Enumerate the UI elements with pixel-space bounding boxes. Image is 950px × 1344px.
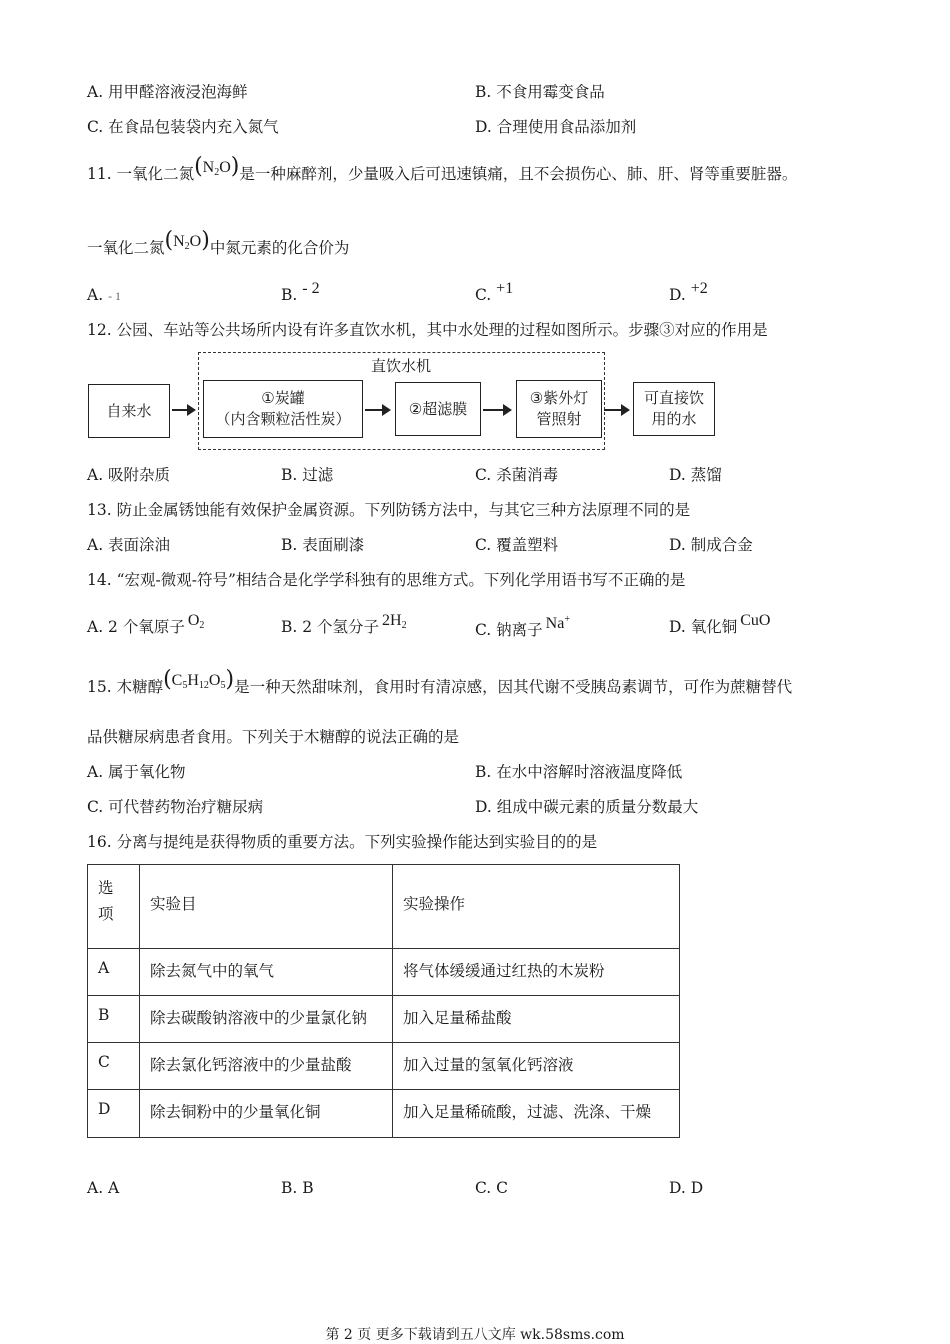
q14-option-c-formula	[546, 615, 570, 632]
step3-label-2: 管照射	[536, 410, 582, 428]
q16-stem: 16. 分离与提纯是获得物质的重要方法。下列实验操作能达到实验目的的是	[87, 833, 598, 851]
header-purpose: 实验目	[140, 865, 393, 949]
header-option-text: 选项	[98, 879, 114, 923]
q11-option-c-value: +1	[496, 280, 514, 297]
q11-option-a-label: A.	[87, 286, 104, 304]
q11-option-c-label: C.	[475, 286, 492, 304]
q11-option-d-value: +2	[690, 280, 708, 297]
q12-option-a[interactable]: A. 吸附杂质	[87, 466, 171, 484]
row-c-option: C	[88, 1043, 140, 1090]
diagram-title: 直饮水机	[370, 357, 431, 375]
q10-option-b[interactable]: B. 不食用霉变食品	[475, 83, 605, 101]
output-label-2: 用的水	[651, 410, 697, 428]
q16-option-a[interactable]: A. A	[87, 1179, 120, 1197]
table-row	[88, 949, 680, 996]
step2-label: ②超滤膜	[408, 399, 468, 418]
row-b-option: B	[88, 996, 140, 1043]
row-d-purpose: 除去铜粉中的少量氧化铜	[140, 1090, 393, 1138]
output-label-1: 可直接饮	[643, 389, 704, 407]
q13-option-a[interactable]: A. 表面涂油	[87, 536, 171, 554]
q13-option-c[interactable]: C. 覆盖塑料	[475, 536, 559, 554]
q14-option-a-formula	[188, 612, 205, 629]
q11-option-b-value: - 2	[302, 280, 320, 297]
q15-stem-line2: 品供糖尿病患者食用。下列关于木糖醇的说法正确的是	[87, 728, 460, 746]
q14-option-d-label: D. 氧化铜	[669, 618, 738, 636]
water-process-diagram	[86, 352, 726, 452]
q16-option-d[interactable]: D. D	[669, 1179, 704, 1197]
q16-option-b[interactable]: B. B	[281, 1179, 314, 1197]
q14-option-b-formula	[382, 612, 407, 629]
q14-option-a[interactable]	[87, 612, 205, 643]
q14-a-sub: 2	[199, 620, 205, 631]
table-row	[88, 1043, 680, 1090]
header-option	[88, 865, 140, 949]
q11-formula-2: $(N_2O)$	[164, 228, 210, 253]
q11-suffix: 是一种麻醉剂，少量吸入后可迅速镇痛，且不会损伤心、肺、肝、肾等重要脏器。	[239, 165, 798, 183]
table-header-row	[88, 865, 680, 949]
q11-option-a[interactable]	[87, 285, 121, 306]
source-box	[88, 384, 170, 438]
row-d-operation: 加入足量稀硫酸，过滤、洗涤、干燥	[393, 1090, 680, 1138]
step1-note: （内含颗粒活性炭）	[215, 410, 351, 428]
table-row	[88, 1090, 680, 1138]
q15-option-b[interactable]: B. 在水中溶解时溶液温度降低	[475, 763, 683, 781]
q14-option-a-label: A. 2 个氧原子	[87, 618, 185, 636]
q11-prefix2: 一氧化二氮	[87, 239, 165, 257]
q14-option-b[interactable]	[281, 612, 407, 643]
q14-option-d[interactable]	[669, 612, 771, 638]
q14-option-c-label: C. 钠离子	[475, 621, 543, 639]
q12-option-c[interactable]: C. 杀菌消毒	[475, 466, 559, 484]
arrow-2	[365, 409, 389, 411]
step1-box	[203, 380, 363, 438]
q11-formula: $(N_2O)$	[194, 154, 240, 179]
q14-c-charge: +	[564, 614, 570, 625]
row-c-operation: 加入过量的氢氧化钙溶液	[393, 1043, 680, 1090]
q14-option-c[interactable]	[475, 614, 570, 641]
step2-box	[395, 382, 481, 436]
q12-option-d[interactable]: D. 蒸馏	[669, 466, 722, 484]
row-b-operation: 加入足量稀盐酸	[393, 996, 680, 1043]
q13-stem: 13. 防止金属锈蚀能有效保护金属资源。下列防锈方法中，与其它三种方法原理不同的是	[87, 501, 691, 519]
q11-option-b-label: B.	[281, 286, 298, 304]
q10-option-c[interactable]: C. 在食品包装袋内充入氮气	[87, 118, 279, 136]
q11-suffix2: 中氮元素的化合价为	[209, 239, 350, 257]
step3-label-1: ③紫外灯	[529, 389, 589, 407]
q14-b-sub: 2	[401, 620, 407, 631]
row-a-purpose: 除去氮气中的氧气	[140, 949, 393, 996]
q11-stem-line2	[87, 228, 350, 264]
step3-box	[516, 380, 602, 438]
row-a-operation: 将气体缓缓通过红热的木炭粉	[393, 949, 680, 996]
row-a-option: A	[88, 949, 140, 996]
q11-stem-line1	[87, 154, 798, 190]
q12-option-b[interactable]: B. 过滤	[281, 466, 334, 484]
arrow-3	[483, 409, 510, 411]
page-footer: 第 2 页 更多下载请到五八文库 wk.58sms.com	[325, 1327, 625, 1343]
q15-option-d[interactable]: D. 组成中碳元素的质量分数最大	[475, 798, 699, 816]
row-d-option: D	[88, 1090, 140, 1138]
q13-option-b[interactable]: B. 表面刷漆	[281, 536, 365, 554]
row-b-purpose: 除去碳酸钠溶液中的少量氯化钠	[140, 996, 393, 1043]
q11-option-c[interactable]	[475, 280, 514, 306]
q10-option-a[interactable]: A. 用甲醛溶液浸泡海鲜	[87, 83, 248, 101]
arrow-1	[172, 409, 194, 411]
output-box	[633, 382, 715, 436]
q16-option-c[interactable]: C. C	[475, 1179, 509, 1197]
q15-stem-line1	[87, 667, 793, 703]
q14-option-b-label: B. 2 个氢分子	[281, 618, 380, 636]
q11-prefix: 11. 一氧化二氮	[87, 165, 195, 183]
q11-option-d-label: D.	[669, 286, 686, 304]
row-c-purpose: 除去氯化钙溶液中的少量盐酸	[140, 1043, 393, 1090]
q15-option-c[interactable]: C. 可代替药物治疗糖尿病	[87, 798, 264, 816]
q12-stem: 12. 公园、车站等公共场所内设有许多直饮水机，其中水处理的过程如图所示。步骤③对应的作用是	[87, 321, 768, 339]
header-operation: 实验操作	[393, 865, 680, 949]
q14-stem: 14. “宏观-微观-符号”相结合是化学学科独有的思维方式。下列化学用语书写不正确的是	[87, 571, 686, 589]
q14-b-symbol: 2H	[382, 612, 402, 629]
q15-formula: $(C_5H_{12}O_5)$	[163, 667, 235, 692]
step1-label: ①炭罐	[261, 389, 305, 407]
q15-suffix: 是一种天然甜味剂，食用时有清凉感，因其代谢不受胰岛素调节，可作为蔗糖替代	[234, 678, 793, 696]
q13-option-d[interactable]: D. 制成合金	[669, 536, 753, 554]
q10-option-d[interactable]: D. 合理使用食品添加剂	[475, 118, 637, 136]
q14-a-symbol: O	[187, 612, 200, 629]
q15-prefix: 15. 木糖醇	[87, 678, 164, 696]
source-label: 自来水	[106, 401, 152, 420]
experiment-table	[87, 864, 680, 1138]
q11-option-a-value: - 1	[108, 289, 122, 303]
table-row	[88, 996, 680, 1043]
q11-option-d[interactable]	[669, 280, 708, 306]
q15-option-a[interactable]: A. 属于氧化物	[87, 763, 186, 781]
arrow-4	[604, 409, 628, 411]
q11-option-b[interactable]	[281, 280, 320, 306]
q14-c-symbol: Na	[545, 615, 565, 632]
q14-option-d-formula: CuO	[740, 612, 771, 629]
